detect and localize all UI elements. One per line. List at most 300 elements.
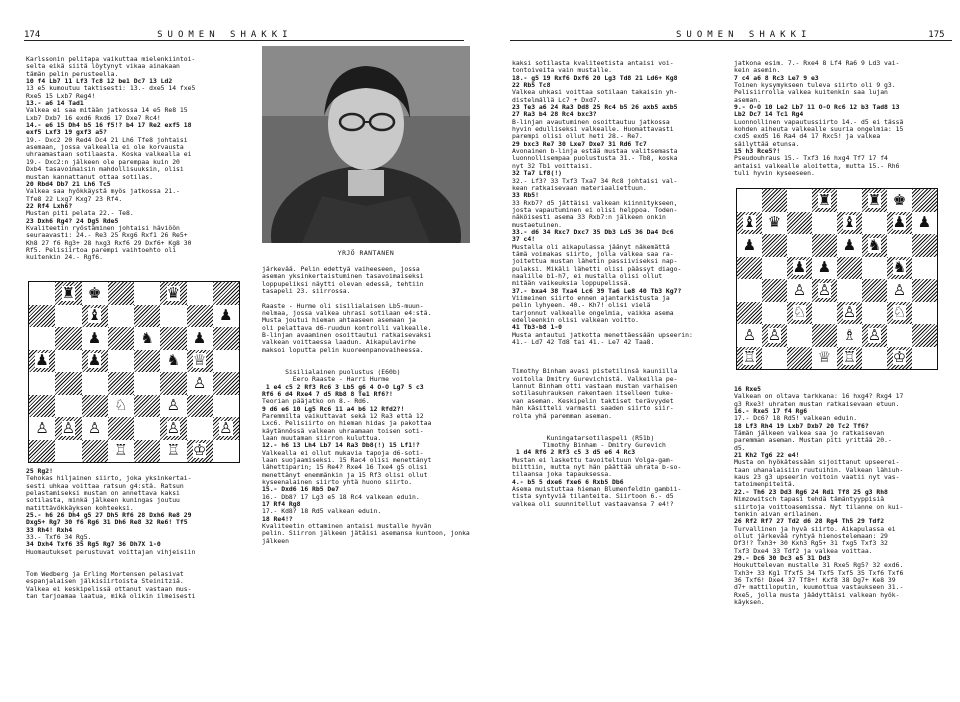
board-square [812, 189, 837, 212]
text-line: Pelisiirrolla valkea kuitenkin saa lujan [734, 88, 888, 97]
chess-piece: ♝ [742, 213, 757, 232]
board-square [134, 417, 160, 440]
chess-piece: ♟ [917, 213, 932, 232]
left-running-head [24, 30, 293, 40]
board-square [134, 327, 160, 350]
chess-piece: ♙ [219, 418, 233, 437]
text-line: laan muutaman siirron kuluttua. [262, 433, 382, 442]
board-square [160, 372, 186, 395]
chess-piece: ♞ [867, 235, 882, 254]
text-line: 41.- Ld7 42 Td8 tai 41.- Le7 42 Taa8. [512, 338, 655, 347]
text-line: kyseenalainen siirto yhtä huono siirto. [262, 477, 413, 486]
chess-piece: ♜ [867, 190, 882, 209]
chess-piece: ♞ [166, 351, 181, 370]
board-square [787, 212, 812, 235]
text-line: 14.- e6 15 Dh4 b5 16 f5!? b4 17 Re2 exf5 18 [26, 121, 192, 130]
text-line: Asema muistuttaa hieman Blumenfeldin gambii- [512, 484, 682, 493]
text-line: mustan kannattanut ottaa sotilas. [26, 172, 153, 181]
text-line: pelin lyhyeen. 40.- Kh7! olisi vielä [512, 301, 651, 310]
board-square [837, 234, 862, 257]
text-line: 33 Rh4! Rxh4 [26, 525, 73, 534]
text-line: 16.- Rxe5 17 f4 Rg6 [734, 407, 808, 416]
board-square [160, 327, 186, 350]
board-square [108, 305, 134, 328]
text-line: Txf3 Dxe4 33 Tdf2 ja valkea voittaa. [734, 546, 873, 555]
right-column-2-bottom [734, 386, 948, 606]
board-square [29, 305, 55, 328]
text-line: 33 Rb5! [512, 191, 539, 200]
text-line: 29 bxc3 Re7 30 Lxe7 Dxe7 31 Rd6 Tc7 [512, 139, 647, 148]
text-line: sesti uhkaa voittaa ratsun g4:stä. Ratsun [26, 481, 184, 490]
text-line: tilaansa joka tapauksessa. [512, 470, 613, 479]
text-line: 23 Dxh6 Rg4? 24 Dg5 Rde5 [26, 216, 119, 225]
text-line: B-linjan avautuminen osoittautuu jatkossa [512, 117, 670, 126]
text-line: asemaan, jossa valkealla ei ole korvausta [26, 143, 184, 152]
text-line: rolta yhä paremman aseman. [512, 411, 613, 420]
text-line: 9 d6 e6 10 Lg5 Rc6 11 a4 b6 12 Rfd2?! [262, 404, 405, 413]
board-square [108, 395, 134, 418]
player-photo-image [262, 46, 470, 243]
text-line: lannut Binham otti vastaan mustan varhaisen [512, 382, 678, 391]
board-square [187, 327, 213, 350]
text-line: Kvaliteetin ryöstäminen johtaisi häviöön [26, 223, 180, 232]
chess-piece: ♜ [61, 283, 76, 302]
board-square [160, 282, 186, 305]
board-square [862, 302, 887, 325]
text-line: jatkona esim. 7.- Rxe4 8 Lf4 Ra6 9 Ld3 vai- [734, 59, 900, 67]
text-line: 13.- a6 14 Tad1 [26, 99, 84, 108]
board-square [887, 324, 912, 347]
text-line: Tehokas hiljainen siirto, joka yksinkertai- [26, 474, 192, 483]
chess-piece: ♙ [166, 396, 181, 415]
board-square [812, 324, 837, 347]
board-square [912, 324, 937, 347]
board-square [812, 234, 837, 257]
text-line: sotilasuhrauksen rakentaen itselleen tuke- [512, 389, 674, 398]
board-square [213, 372, 239, 395]
text-line: 15 h3 Rce5?! [734, 147, 781, 156]
board-square [55, 305, 81, 328]
text-line: 32 Ta7 Lf8(!) [512, 169, 563, 178]
text-line: Lb2 Dc7 14 Tc1 Rg4 [734, 110, 804, 119]
board-square [812, 257, 837, 280]
text-line: Valkea ei keskipelissä ottanut vastaan mus- [26, 584, 192, 593]
board-square [187, 440, 213, 463]
chess-piece: ♟ [87, 351, 102, 370]
text-line: 22.- Th6 23 Dd3 Rg6 24 Rd1 Tf8 25 g3 Rh8 [734, 487, 888, 496]
board-square [55, 440, 81, 463]
chess-piece: ♙ [61, 418, 76, 437]
board-square [187, 372, 213, 395]
right-page [482, 0, 960, 702]
text-line: Houkuttelevan mustalle 31 Rxe5 Rg5? 32 exd6. [734, 561, 904, 570]
text-line [512, 420, 722, 427]
text-line: Lxb7 Dxb7 16 exd6 Rxd6 17 Dxe7 Rc4! [26, 113, 161, 122]
text-line: seuraavasti: 24.- Re3 25 Rxg6 Rxf1 26 Re5+ [26, 231, 188, 240]
chess-piece: ♟ [892, 213, 907, 232]
text-line: säilyttää etunsa. [734, 139, 800, 148]
text-line: 18 Re4!? [262, 514, 293, 523]
text-line: Valkealla ei ollut mukavia tapoja d6-soti- [262, 448, 424, 457]
right-column-2-top [734, 60, 948, 178]
text-line: valkean voittaessa laadun. Aikapulavirhe [262, 338, 416, 347]
board-square [912, 279, 937, 302]
board-square [912, 234, 937, 257]
text-line: Txh3+ 33 Kg1 Tfxf5 34 Txf5 Txf5 35 Txf6 Txf6 [734, 568, 904, 577]
text-line: matittävökkäyksen kohteeksi. [26, 503, 134, 512]
board-square [213, 305, 239, 328]
board-square [213, 417, 239, 440]
board-square [837, 324, 862, 347]
text-line: 9.- O-O 10 Le2 Lb7 11 O-O Rc6 12 b3 Tad8 13 [734, 103, 900, 112]
text-line: Toinen kysymykseen tuleva siirto oli 9 g3. [734, 81, 896, 90]
chess-piece: ♛ [767, 213, 782, 232]
board-square [912, 212, 937, 235]
text-line: tista syntyviä tilanteita. Siirtoon 6.- d5 [512, 492, 674, 501]
board-square [29, 395, 55, 418]
text-line: biittiin, mutta nyt hän päättää uhrata b-so- [512, 462, 682, 471]
chess-piece: ♟ [192, 328, 207, 347]
board-square [187, 282, 213, 305]
text-line: Karlssonin pelitapa vaikuttaa mielenkiintoi- [26, 55, 196, 63]
board-square [108, 350, 134, 373]
text-line: kuitenkin 24.- Rgf6. [26, 253, 103, 262]
board-square [82, 305, 108, 328]
text-line: Rxe5 15 Lxb7 Reg4! [26, 91, 96, 100]
board-square [862, 324, 887, 347]
text-line: Musta on hyökätessään sijoittanut upseerei- [734, 458, 900, 467]
text-line: 16 Rxe5 [734, 385, 761, 393]
board-square [837, 189, 862, 212]
right-header-rule [510, 40, 952, 41]
board-square [213, 440, 239, 463]
text-line: 17 Rf4 Rg8 [262, 500, 301, 508]
text-line: sotilasta, minkä jälkeen kuningas joutuu [26, 496, 180, 505]
board-square [160, 417, 186, 440]
board-square [213, 350, 239, 373]
text-line: 18.- g5 19 Rxf6 Dxf6 20 Lg3 Td8 21 Ld6+ Kg8 [512, 73, 678, 82]
text-line: 37.- bxa4 38 Txa4 Lc6 39 Ta6 Le8 40 Tb3 Kg7? [512, 286, 682, 295]
text-line: d5. [734, 443, 746, 452]
text-line: 27 Ra3 b4 28 Rc4 bxc3? [512, 110, 597, 119]
board-square [787, 279, 812, 302]
text-line: Pseudouhraus 15.- Txf3 16 hxg4 Tf7 17 f4 [734, 154, 888, 163]
board-square [134, 305, 160, 328]
text-line: 32.- Lf3? 33 Txf3 Txa7 34 Rc8 johtaisi val- [512, 176, 678, 185]
text-line: g3 Rxe3! uhraten mustan ratkaisevaan etuun. [734, 399, 900, 408]
text-line: Mustan piti pelata 22.- Te8. [26, 209, 134, 218]
board-square [837, 279, 862, 302]
text-line: Tom Wedberg ja Erling Mortensen pelasivat [26, 569, 184, 578]
left-column-2 [262, 266, 472, 545]
text-line: tasapeli 23. siirrossa. [262, 287, 351, 296]
text-line: Tämän jälkeen valkea saa jo ratkaisevan [734, 429, 885, 438]
text-line: lähettiparin; 15 Re4? Rxe4 16 Txe4 g5 olisi [262, 463, 428, 472]
text-line: edelleenkin olisi valkean voitto. [512, 316, 639, 325]
board-square [29, 282, 55, 305]
left-page-number: 174 [24, 30, 41, 40]
board-square [812, 279, 837, 302]
board-square [55, 395, 81, 418]
text-line: Kvaliteetin ottaminen antaisi mustalle hyvän [262, 522, 432, 531]
board-square [837, 302, 862, 325]
text-line: pulaksi. Mikäli lähetti olisi päässyt diago- [512, 264, 682, 273]
text-line: 22 Rb5 Tc8 [512, 81, 551, 90]
board-square [837, 347, 862, 370]
board-square [187, 350, 213, 373]
text-line: Lxc6. Pelisiirto on hieman hidas ja pakottaa [262, 419, 432, 428]
board-square [862, 257, 887, 280]
text-line: käytännössä valkean uhraamaan toisen soti- [262, 426, 424, 435]
left-column-1-bottom [26, 468, 248, 600]
board-square [862, 279, 887, 302]
chess-piece: ♙ [792, 280, 807, 299]
text-line: Dxg5+ Rg7 30 f6 Rg6 31 Dh6 Re8 32 Re6! Tf5 [26, 518, 188, 527]
chess-piece: ♖ [742, 348, 757, 367]
text-line: 41 Tb3-b8 1-0 [512, 323, 563, 332]
chess-piece: ♟ [792, 258, 807, 277]
text-line: mustaetuinen. [512, 220, 563, 229]
board-square [160, 305, 186, 328]
board-square [134, 440, 160, 463]
board-square [55, 327, 81, 350]
board-square [912, 189, 937, 212]
text-line: Viimeinen siirto ennen ajantarkistusta ja [512, 294, 670, 302]
chess-piece: ♘ [792, 303, 807, 322]
board-square [862, 212, 887, 235]
text-line: 4.- b5 5 dxe6 fxe6 6 Rxb5 Db6 [512, 477, 624, 486]
text-line: Raaste - Hurme oli sisilialaisen Lb5-muun- [262, 301, 424, 310]
text-line: Tfe8 22 Lxg7 Kxg7 23 Rf4. [26, 194, 123, 203]
text-line: 17.- Dc6? 18 Rd5! valkean eduin. [734, 414, 858, 423]
chess-piece: ♗ [842, 325, 857, 344]
text-line: selta eikä siitä löytynyt vikaa ainakaan [26, 62, 180, 71]
text-line: menettänyt enemmänkin ja 15 Rf3 olisi ollut [262, 470, 428, 479]
text-line: 21 Kh2 Tg6 22 e4! [734, 451, 800, 460]
board-square [787, 257, 812, 280]
board-square [187, 417, 213, 440]
board-square [55, 282, 81, 305]
board-square [55, 350, 81, 373]
text-line: 22 Rf4 Lxh6? [26, 201, 73, 210]
text-line: Teorian pääjatko on 8.- Rd6. [262, 397, 370, 406]
right-page-number: 175 [928, 30, 945, 40]
text-line [512, 354, 722, 361]
board-square [55, 372, 81, 395]
chess-piece: ♙ [867, 325, 882, 344]
chess-piece: ♝ [87, 306, 102, 325]
board-square [887, 347, 912, 370]
chess-piece: ♙ [166, 418, 181, 437]
text-line: 17.- Kd8? 18 Rd5 valkean eduin. [262, 507, 382, 516]
text-line: Luonnollinen vapautussiirto 14.- d5 ei tässä [734, 117, 904, 126]
text-line: ollut järkevää ryhtyä hienostelemaan: 29 [734, 531, 888, 540]
text-line: Mustalla oli aikapulassa jäänyt näkemättä [512, 242, 670, 251]
board-square [82, 327, 108, 350]
text-line: Dxb4 tasavoimaisin mahdollisuuksin, olisi [26, 165, 184, 174]
board-square [887, 212, 912, 235]
text-line: Kuningatarsotilaspeli (R51b) [512, 433, 655, 442]
text-line: maksoi loputta pelin kuoreenpanovaiheessa. [262, 345, 424, 354]
board-square [762, 189, 787, 212]
text-line: aseman yksinkertaistuminen tasavoimaiseksi [262, 272, 424, 281]
text-line: aseman. [734, 95, 761, 104]
text-line: Sisilialainen puolustus (E60b) [262, 367, 401, 376]
board-square [213, 395, 239, 418]
text-line [262, 354, 472, 361]
text-line: 16.- Db8? 17 Lg3 e5 18 Rc4 valkean eduin. [262, 492, 420, 501]
text-line: cxd5 exd5 16 Ra4 d4 17 Rxc5! ja valkea [734, 132, 881, 141]
text-line: Nimzowitsch tapasi tehdä tämäntyyppisiä [734, 495, 885, 504]
text-line: espanjalaisen jälkisiirtoista Steinitziä. [26, 577, 184, 586]
text-line: 12.- h6 13 Lh4 Lb7 14 Ra3 Db8(!) 15 Lf1!? [262, 441, 420, 450]
text-line: 36 Txf6! Dxe4 37 Tf8+! Kxf8 38 Dg7+ Ke8 39 [734, 575, 896, 584]
text-line: 10 f4 Lb7 11 Lf3 Tc8 12 be1 Dc7 13 Ld2 [26, 77, 173, 86]
player-photo [262, 46, 470, 243]
chess-piece: ♔ [192, 441, 207, 460]
board-square [787, 347, 812, 370]
left-column-1-top [26, 56, 248, 262]
right-head-title: SUOMEN SHAKKI [676, 30, 812, 40]
board-square [762, 302, 787, 325]
chess-piece: ♕ [192, 351, 207, 370]
chess-piece: ♙ [767, 325, 782, 344]
text-line: 26 Rf2 Rf7 27 Td2 d6 28 Rg4 Th5 29 Tdf2 [734, 517, 885, 526]
text-line: joitettua mustan lähetin passiiviseksi nap- [512, 257, 678, 266]
text-line: luonnollisempaa puolustusta 31.- Tb8, koska [512, 154, 678, 163]
text-line: Rxe5, jolla musta jäädyttäisi valkean hyök- [734, 590, 900, 599]
board-square [787, 324, 812, 347]
chess-piece: ♙ [87, 418, 102, 437]
text-line: siirtoja voittoasemissa. Nyt tilanne on kui- [734, 502, 904, 511]
chess-diagram-right [736, 188, 938, 370]
board-square [108, 282, 134, 305]
board-square [762, 257, 787, 280]
chess-piece: ♙ [35, 418, 49, 437]
text-line: distelmällä Lc7 + Dxd7. [512, 95, 601, 104]
board-square [812, 347, 837, 370]
board-square [160, 350, 186, 373]
text-line: Musta joutui hieman ahtaaseen asemaan ja [262, 316, 416, 325]
text-line: nyt 32 Tb1 voittaisi. [512, 161, 593, 170]
text-line: tämän pelin perusteella. [26, 69, 119, 78]
chess-piece: ♔ [892, 348, 907, 367]
text-line: 15.- Dxd6 16 Rb5 De7 [262, 485, 339, 494]
text-line: Valkean on oltava tarkkana: 16 hxg4? Rxg4 17 [734, 392, 904, 401]
chess-piece: ♕ [817, 348, 832, 367]
text-line: Mustan ei laskettu tavoiteltuun Volga-gam- [512, 455, 674, 464]
chess-piece: ♚ [892, 190, 907, 209]
board-square [887, 234, 912, 257]
text-line: 33 Rxb7? d5 jättäisi valkean kiinnitykseen, [512, 198, 678, 207]
text-line: pelin. Siirron jälkeen jätäisi asemansa kuntoon, jonka jälkeen [262, 529, 474, 545]
text-line: parempi olisi ollut heti 28.- Re7. [512, 132, 643, 141]
board-square [737, 234, 762, 257]
text-line: nelmaa, jossa valkea uhrasi sotilaan e4:stä. [262, 309, 432, 318]
chess-piece: ♝ [842, 213, 857, 232]
board-square [762, 347, 787, 370]
chess-piece: ♟ [87, 328, 102, 347]
board-square [134, 350, 160, 373]
board-square [187, 395, 213, 418]
text-line: B-linjan avaaminen osoittautui ratkaisevaksi [262, 331, 432, 340]
chess-piece: ♙ [892, 280, 907, 299]
text-line [512, 346, 722, 353]
text-line: paremman aseman. Mustan piti yrittää 20.- [734, 436, 892, 445]
text-line: Avonainen b-linja estää mustaa valitsemasta [512, 147, 678, 156]
board-square [29, 417, 55, 440]
board-square [737, 302, 762, 325]
text-line: Rf5. Pelisiirtoa parempi vaihtoehto oli [26, 245, 177, 254]
board-square [82, 282, 108, 305]
text-line: Valkea ei saa mitään jatkossa 14 e5 Re8 15 [26, 106, 188, 115]
text-line: naalille b1-h7, ei mustalla olisi ollut [512, 271, 663, 280]
board-square [82, 350, 108, 373]
board-square [887, 279, 912, 302]
board-square [737, 189, 762, 212]
board-square [737, 324, 762, 347]
text-line: Musta antautui jatkotta menettäessään upseerin: [512, 330, 693, 339]
right-running-head [676, 30, 945, 40]
text-line: taan uhanalaisiin ruutuihin. Valkean lähiuh- [734, 465, 904, 474]
text-line: Valkea uhkasi voittaa sotilaan takaisin yh- [512, 88, 678, 97]
board-square [108, 327, 134, 350]
board-square [82, 440, 108, 463]
left-page [0, 0, 478, 702]
text-line: Kh8 27 f6 Rg3+ 28 hxg3 Rxf6 29 Dxf6+ Kg8 30 [26, 238, 192, 247]
text-line: 33.- d6 34 Rxc7 Dxc7 35 Db3 Ld5 36 Da4 Dc6 [512, 227, 674, 236]
text-line: 19.- Dxc2 20 Red4 Dc4 21 Lh6 Tfe8 johtaisi [26, 135, 188, 144]
board-square [82, 372, 108, 395]
text-line: 1 e4 c5 2 Rf3 Rc6 3 Lb5 g6 4 O-O Lg7 5 c3 [262, 382, 424, 391]
chess-piece: ♙ [817, 280, 832, 299]
board-square [787, 189, 812, 212]
text-line: tontoiveita vain mustalle. [512, 66, 613, 75]
chess-piece: ♞ [140, 328, 154, 347]
text-line: tatoimenpiteitä. [734, 480, 796, 489]
board-square [787, 302, 812, 325]
text-line: 25.- h6 26 Dh4 g5 27 Dh5 Rf6 28 Dxh6 Re8 29 [26, 511, 192, 520]
board-square [762, 279, 787, 302]
chess-piece: ♘ [114, 396, 128, 415]
board-square [762, 234, 787, 257]
board-square [29, 350, 55, 373]
board-square [812, 212, 837, 235]
board-square [862, 347, 887, 370]
board-square [912, 302, 937, 325]
board-square [737, 347, 762, 370]
board-square [737, 212, 762, 235]
board-square [787, 234, 812, 257]
board-square [213, 327, 239, 350]
text-line: Timothy Binham avasi pistetilinsä kauniilla [512, 367, 678, 376]
text-line: järkevää. Pelin edettyä vaiheeseen, jossa [262, 265, 420, 273]
chess-piece: ♖ [114, 441, 128, 460]
text-line: tan tarjoamaa laatua, mikä olikin ilmeisesti [26, 591, 196, 600]
board-square [29, 327, 55, 350]
text-line: käyksen. [734, 597, 765, 606]
text-line: Valkea saa hyökkäystä myös jatkossa 21.- [26, 187, 180, 196]
chess-piece: ♜ [817, 190, 832, 209]
text-line: hän käsitteli varmasti saaden siirto siir- [512, 404, 674, 413]
text-line: d7+ mattiloputin, kuumottua vastaukseen 31.- [734, 583, 904, 592]
text-line: 7 c4 a6 8 Rc3 Le7 9 e3 [734, 73, 819, 82]
board-square [82, 395, 108, 418]
board-square [912, 257, 937, 280]
board-square [213, 282, 239, 305]
chess-piece: ♟ [219, 306, 233, 325]
board-square [862, 189, 887, 212]
